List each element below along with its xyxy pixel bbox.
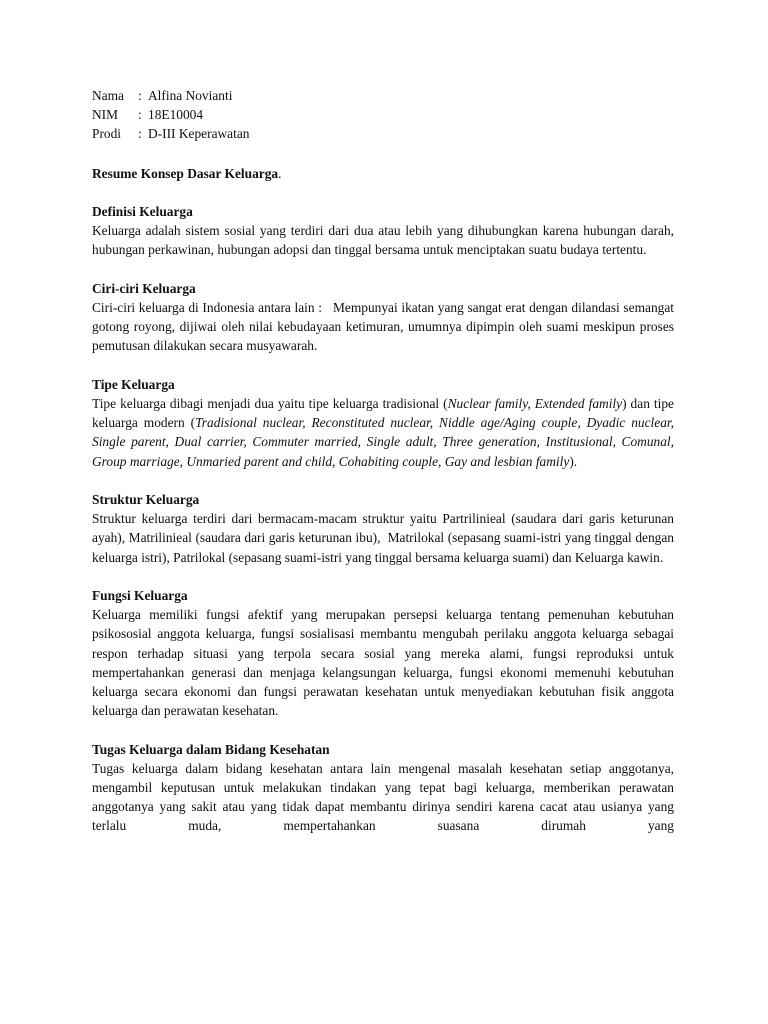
identity-row-nim <box>92 105 674 124</box>
section-fungsi <box>92 586 674 720</box>
section-body-definisi: Keluarga adalah sistem sosial yang terdiri dari dua atau lebih yang dihubungkan karena hubungan darah, hubungan perkawinan, hubungan adopsi dan tinggal bersama untuk menciptakan suatu budaya tertentu. <box>92 223 674 258</box>
section-tipe <box>92 375 674 471</box>
prodi-separator: : <box>138 126 142 142</box>
section-ciri <box>92 279 678 356</box>
nama-separator: : <box>138 88 142 103</box>
prodi-label: Prodi <box>92 126 122 142</box>
section-body-struktur: Struktur keluarga terdiri dari bermacam-macam struktur yaitu Partrilinieal (saudara dari garis keturunan ayah), Matrilinieal (saudara dari garis keturunan ibu), Matrilokal (sepasang suami-istri yang tinggal dengan keluarga istri), Patrilokal (sepasang suami-istri yang tinggal bersama keluarga suami) dan Keluarga kawin. <box>92 511 678 565</box>
nim-label: NIM <box>92 107 119 123</box>
document-title <box>92 164 674 183</box>
tipe-text-1: Tipe keluarga dibagi menjadi dua yaitu tipe keluarga tradisional ( <box>92 396 448 411</box>
nim-separator: : <box>138 107 142 123</box>
section-body-tugas: Tugas keluarga dalam bidang kesehatan antara lain mengenal masalah kesehatan setiap anggotanya, mengambil keputusan untuk melakukan tindakan yang tepat bagi keluarga, memberikan perawatan anggotanya yang sakit atau yang tidak dapat membantu dirinya sendiri karena cacat atau usianya yang terlalu muda, mempertahankan suasana dirumah yang <box>92 760 674 834</box>
tipe-text-2: ) dan tipe keluarga modern ( <box>92 396 674 431</box>
identity-row-nama <box>92 86 674 105</box>
identity-block <box>92 86 674 144</box>
tipe-italic-traditional: Nuclear family, Extended family <box>447 396 623 411</box>
section-body-fungsi: Keluarga memiliki fungsi afektif yang merupakan persepsi keluarga tentang pemenuhan kebutuhan psikososial anggota keluarga, fungsi sosialisasi membantu mengubah perilaku anggota keluarga sebagai respon terhadap situasi yang terpola secara sosial yang mereka alami, fungsi reproduksi untuk mempertahankan generasi dan menjaga kelangsungan keluarga, fungsi ekonomi memenuhi kebutuhan keluarga secara ekonomi dan fungsi perawatan kesehatan untuk menyediakan kebutuhan fisik anggota keluarga dan perawatan kesehatan. <box>92 607 674 719</box>
tipe-text-3: ). <box>569 453 578 469</box>
section-tugas <box>92 740 674 836</box>
prodi-value: D-III Keperawatan <box>148 126 250 142</box>
section-definisi <box>92 202 674 260</box>
nama-label: Nama <box>92 88 124 103</box>
section-body-tipe <box>92 394 674 471</box>
section-heading-struktur: Struktur Keluarga <box>92 492 200 507</box>
section-heading-definisi: Definisi Keluarga <box>92 204 193 219</box>
section-heading-fungsi: Fungsi Keluarga <box>92 588 188 603</box>
tipe-italic-modern: Tradisional nuclear, Reconstituted nuclear, Niddle age/Aging couple, Dyadic nuclear, Single parent, Dual carrier, Commuter married, Single adult, Three generation, Institusional, Comunal, Group marriage, Unmaried parent and child, Cohabiting couple, Gay and lesbian family <box>92 415 674 469</box>
section-heading-tipe: Tipe Keluarga <box>92 376 175 392</box>
section-struktur <box>92 490 678 567</box>
document-page <box>92 86 678 836</box>
nim-value: 18E10004 <box>148 107 204 123</box>
document-title-text: Resume Konsep Dasar Keluarga <box>92 165 279 181</box>
nama-value: Alfina Novianti <box>148 88 233 103</box>
identity-row-prodi <box>92 124 674 143</box>
section-heading-ciri: Ciri-ciri Keluarga <box>92 280 196 296</box>
document-title-period: . <box>278 165 282 181</box>
section-body-ciri: Ciri-ciri keluarga di Indonesia antara lain : Mempunyai ikatan yang sangat erat dengan dilandasi semangat gotong royong, dijiwai oleh nilai kebudayaan ketimuran, umumnya dipimpin oleh suami meskipun proses pemutusan dilakukan secara musyawarah. <box>92 300 678 354</box>
section-heading-tugas: Tugas Keluarga dalam Bidang Kesehatan <box>92 741 330 757</box>
